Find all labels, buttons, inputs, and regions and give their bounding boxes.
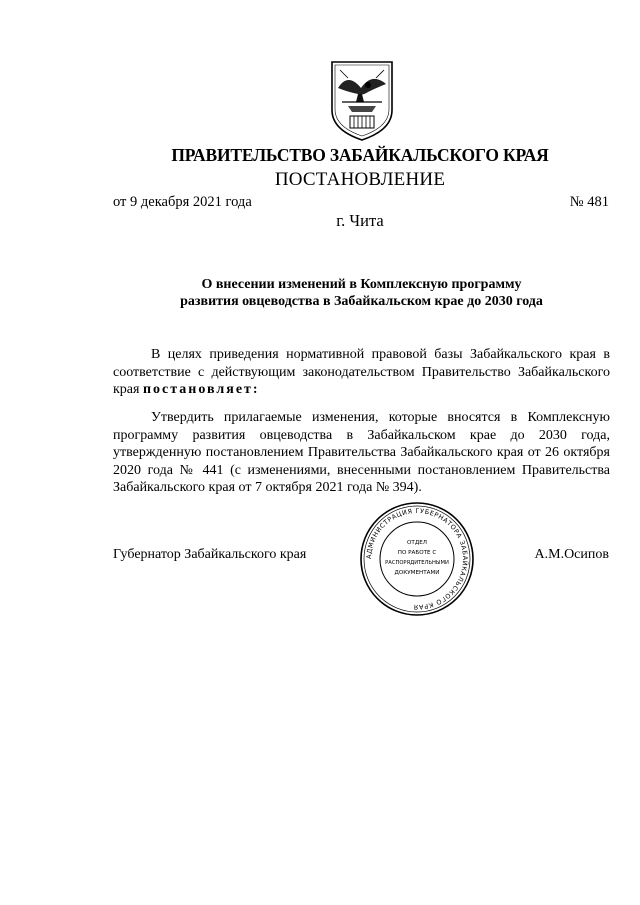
- document-date: от 9 декабря 2021 года: [113, 194, 252, 210]
- document-number: № 481: [569, 194, 609, 210]
- stamp-ring-text: АДМИНИСТРАЦИЯ ГУБЕРНАТОРА ЗАБАЙКАЛЬСКОГО КРАЯ: [364, 506, 470, 612]
- document-city: г. Чита: [336, 211, 384, 230]
- signatory-name: А.М.Осипов: [534, 547, 609, 562]
- organization-title: ПРАВИТЕЛЬСТВО ЗАБАЙКАЛЬСКОГО КРАЯ: [171, 145, 549, 165]
- subject-line-1: О внесении изменений в Комплексную программу: [201, 277, 522, 292]
- decree-word: постановляет:: [142, 382, 260, 397]
- preamble-text: В целях приведения нормативной правовой базы Забайкальского края в соответствие с действующим законодательством Правительство Забайкальского края: [113, 347, 610, 397]
- coat-of-arms-icon: [328, 58, 396, 142]
- document-type: ПОСТАНОВЛЕНИЕ: [274, 169, 446, 190]
- stamp-line-4: ДОКУМЕНТАМИ: [394, 570, 440, 576]
- subject-line-2: развития овцеводства в Забайкальском крае до 2030 года: [180, 294, 543, 309]
- document-subject: [113, 276, 610, 310]
- office-stamp: [358, 500, 476, 618]
- stamp-line-1: ОТДЕЛ: [407, 540, 427, 546]
- stamp-line-2: ПО РАБОТЕ С: [397, 550, 437, 556]
- operative-paragraph: Утвердить прилагаемые изменения, которые вносятся в Комплексную программу развития овцеводства в Забайкальском крае до 2030 года, утвержденную постановлением Правительства Забайкальского края от 26 октября 2020 года № 441 (с изменениями, внесенными постановлением Правительства Забайкальского края от 7 октября 2021 года № 394).: [113, 410, 610, 495]
- stamp-line-3: РАСПОРЯДИТЕЛЬНЫМИ: [385, 560, 449, 566]
- preamble-paragraph: [113, 346, 610, 399]
- signatory-role: Губернатор Забайкальского края: [113, 547, 307, 562]
